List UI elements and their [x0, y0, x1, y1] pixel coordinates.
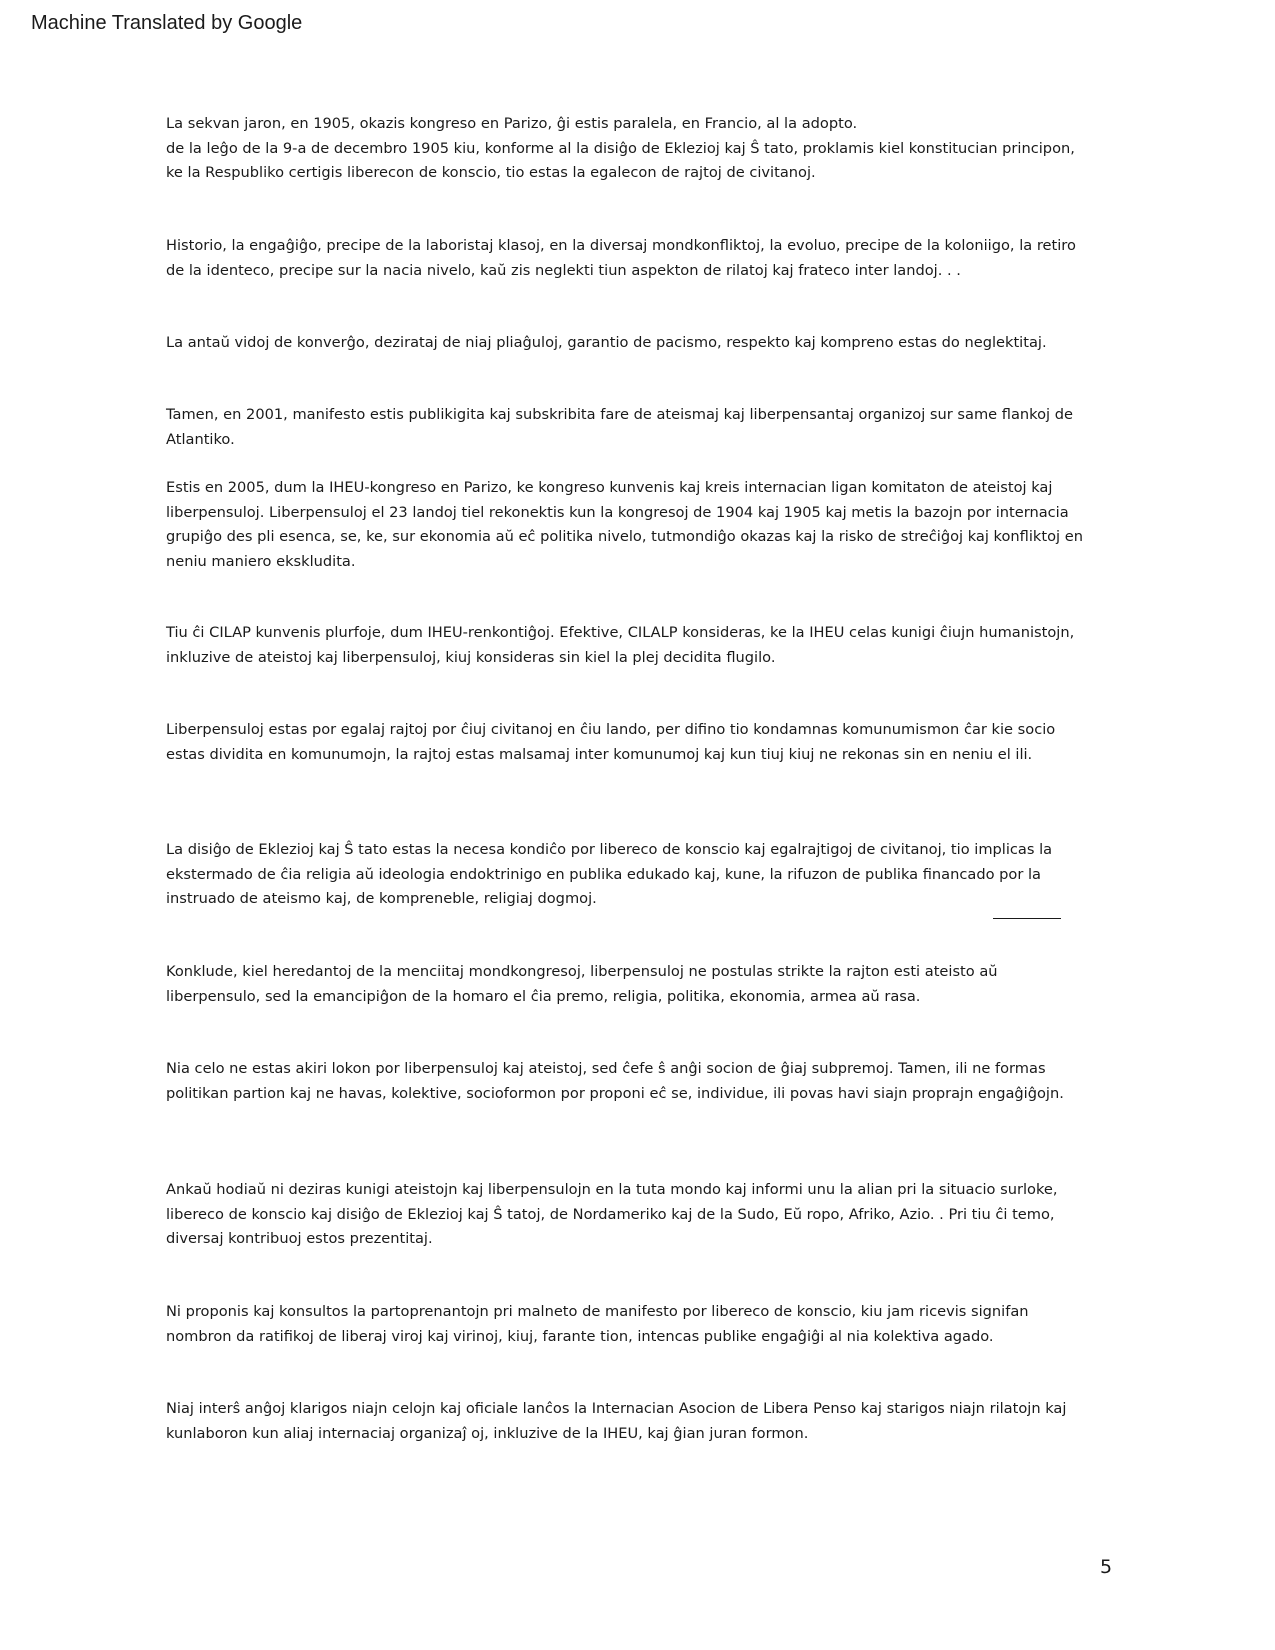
paragraph-13: [166, 1397, 1106, 1446]
text-line: de la leĝo de la 9-a de decembro 1905 kiu, konforme al la disiĝo de Eklezioj kaj Ŝ tato, proklamis kiel konstitucian principon,: [166, 139, 1075, 157]
text-line: Historio, la engaĝiĝo, precipe de la laboristaj klasoj, en la diversaj mondkonfliktoj, la evoluo, precipe de la koloniigo, la retiro: [166, 237, 1076, 254]
text-line: Ankaŭ hodiaŭ ni deziras kunigi ateistojn kaj liberpensulojn en la tuta mondo kaj informi unu la alian pri la situacio surloke,: [166, 1181, 1058, 1198]
underline-mark: [993, 918, 1061, 919]
text-line: Ni proponis kaj konsultos la partoprenantojn pri malneto de manifesto por libereco de konscio, kiu jam ricevis signifan: [166, 1303, 1029, 1320]
text-line: La disiĝo de Eklezioj kaj Ŝ tato estas la necesa kondiĉo por libereco de konscio kaj egalrajtigoj de civitanoj, tio implicas la: [166, 841, 1053, 858]
text-line: instruado de ateismo kaj, de kompreneble, religiaj dogmoj.: [166, 890, 597, 907]
text-line: Liberpensuloj estas por egalaj rajtoj por ĉiuj civitanoj en ĉiu lando, per difino tio kondamnas komunumismon ĉar kie socio: [166, 721, 1056, 738]
text-line: nombron da ratifikoj de liberaj viroj kaj virinoj, kiuj, farante tion, intencas publike engaĝiĝi al nia kolektiva agado.: [166, 1327, 994, 1345]
text-line: inkluzive de ateistoj kaj liberpensuloj, kiuj konsideras sin kiel la plej decidita flugilo.: [166, 648, 776, 666]
text-line: liberpensuloj. Liberpensuloj el 23 landoj tiel rekonektis kun la kongresoj de 1904 kaj 1905 kaj metis la bazojn por internacia: [166, 503, 1069, 521]
paragraph-2: [166, 234, 1106, 283]
paragraph-3: [166, 331, 1106, 356]
paragraph-9: [166, 960, 1106, 1009]
text-line: La antaŭ vidoj de konverĝo, dezirataj de niaj pliaĝuloj, garantio de pacismo, respekto kaj kompreno estas do neglektitaj.: [166, 334, 1047, 351]
text-line: ke la Respubliko certigis liberecon de konscio, tio estas la egalecon de rajtoj de civitanoj.: [166, 164, 816, 181]
text-line: Konklude, kiel heredantoj de la menciitaj mondkongresoj, liberpensuloj ne postulas strikte la rajton esti ateisto aŭ: [166, 963, 998, 980]
paragraph-11: [166, 1178, 1106, 1252]
paragraph-6: [166, 621, 1106, 670]
text-line: Tamen, en 2001, manifesto estis publikigita kaj subskribita fare de ateismaj kaj liberpensantaj organizoj sur same flankoj de: [166, 406, 1073, 423]
text-line: Niaj interŝ anĝoj klarigos niajn celojn kaj oficiale lanĉos la Internacian Asocion de Libera Penso kaj starigos niajn rilatojn kaj: [166, 1400, 1067, 1417]
paragraph-12: [166, 1300, 1106, 1349]
page-number: 5: [1100, 1556, 1113, 1578]
paragraph-8: [166, 838, 1106, 912]
paragraph-4: [166, 403, 1106, 452]
text-line: diversaj kontribuoj estos prezentitaj.: [166, 1230, 433, 1247]
machine-translation-banner: Machine Translated by Google: [31, 12, 303, 34]
text-line: de la identeco, precipe sur la nacia nivelo, kaŭ zis neglekti tiun aspekton de rilatoj kaj frateco inter landoj. . .: [166, 261, 961, 279]
text-line: La sekvan jaron, en 1905, okazis kongreso en Parizo, ĝi estis paralela, en Francio, al la adopto.: [166, 115, 858, 132]
text-line: neniu maniero ekskludita.: [166, 552, 356, 570]
paragraph-5: [166, 476, 1106, 574]
text-line: libereco de konscio kaj disiĝo de Eklezioj kaj Ŝ tatoj, de Nordameriko kaj de la Sudo, Eŭ ropo, Afriko, Azio. . Pri tiu ĉi temo,: [166, 1205, 1055, 1223]
text-line: estas dividita en komunumojn, la rajtoj estas malsamaj inter komunumoj kaj kun tiuj kiuj ne rekonas sin en neniu el ili.: [166, 745, 1033, 763]
text-line: Nia celo ne estas akiri lokon por liberpensuloj kaj ateistoj, sed ĉefe ŝ anĝi socion de ĝiaj subpremoj. Tamen, ili ne formas: [166, 1060, 1046, 1077]
paragraph-7: [166, 718, 1106, 767]
text-line: kunlaboron kun aliaj internaciaj organizaĵ oj, inkluzive de la IHEU, kaj ĝian juran formon.: [166, 1424, 809, 1442]
text-line: Atlantiko.: [166, 430, 235, 448]
paragraph-10: [166, 1057, 1106, 1106]
paragraph-1: [166, 112, 1106, 186]
text-line: Tiu ĉi CILAP kunvenis plurfoje, dum IHEU-renkontiĝoj. Efektive, CILALP konsideras, ke la IHEU celas kunigi ĉiujn humanistojn,: [166, 624, 1075, 641]
text-line: liberpensulo, sed la emancipiĝon de la homaro el ĉia premo, religia, politika, ekonomia, armea aŭ rasa.: [166, 987, 921, 1005]
text-line: grupiĝo des pli esenca, se, ke, sur ekonomia aŭ eĉ politika nivelo, tutmondiĝo okazas kaj la risko de streĉiĝoj kaj konfliktoj en: [166, 528, 1083, 545]
text-line: ekstermado de ĉia religia aŭ ideologia endoktrinigo en publika edukado kaj, kune, la rifuzon de publika financado por la: [166, 865, 1041, 883]
text-line: politikan partion kaj ne havas, kolektive, socioformon por proponi eĉ se, individue, ili povas havi siajn proprajn engaĝiĝojn.: [166, 1084, 1064, 1102]
text-line: Estis en 2005, dum la IHEU-kongreso en Parizo, ke kongreso kunvenis kaj kreis internacian ligan komitaton de ateistoj kaj: [166, 479, 1053, 496]
